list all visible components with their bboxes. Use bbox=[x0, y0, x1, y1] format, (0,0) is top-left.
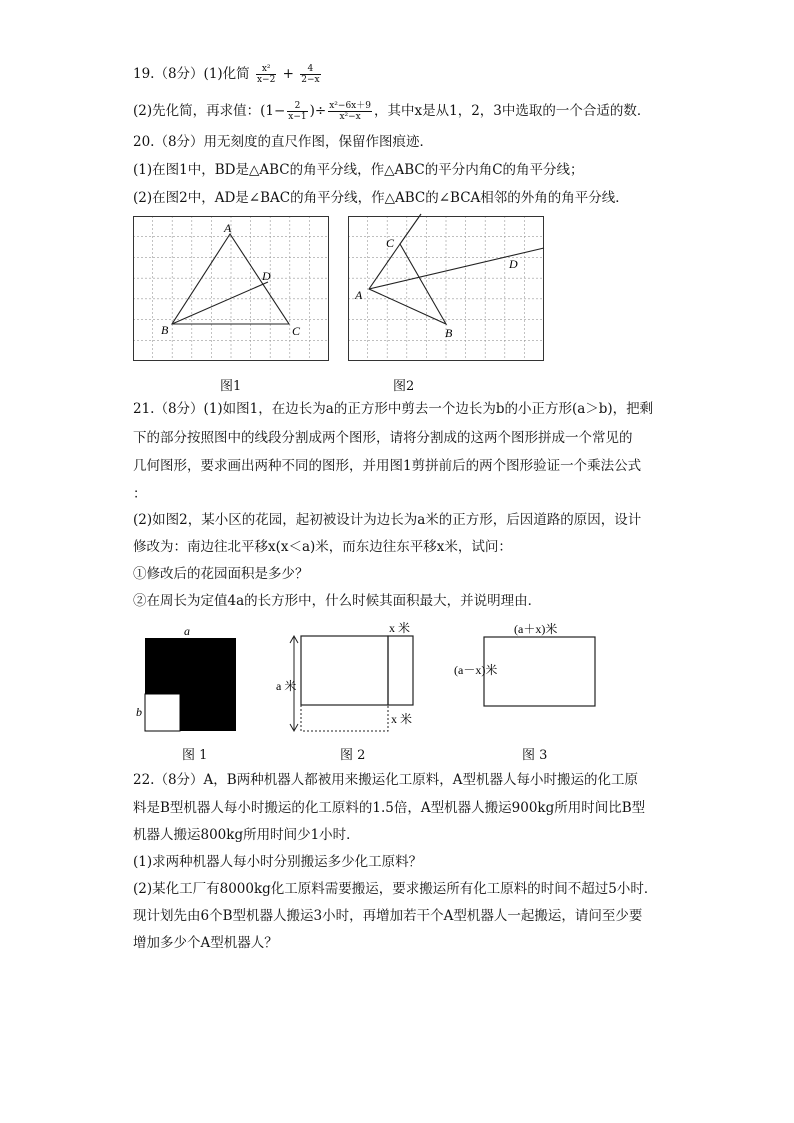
small-square bbox=[145, 694, 180, 731]
triangle-abc bbox=[172, 234, 289, 324]
q20-line1: 20.（8分）用无刻度的直尺作图，保留作图痕迹． bbox=[133, 134, 434, 150]
q22-line2: 料是B型机器人每小时搬运的化工原料的1.5倍，A型机器人搬运900kg所用时间比B型 bbox=[133, 800, 646, 816]
label-b: B bbox=[445, 326, 453, 340]
figure2-caption: 图2 bbox=[393, 379, 415, 394]
q21-figure1 bbox=[136, 624, 250, 736]
label-a-meter: a 米 bbox=[276, 679, 297, 693]
q19-line1: 19.（8分）(1)化简 $\frac{\text{x²}}{x-2}$ + $\frac{4}{2-x}$ bbox=[133, 64, 320, 85]
q21-line8: ②在周长为定值4a的长方形中，什么时候其面积最大，并说明理由． bbox=[133, 593, 542, 609]
triangle-abc bbox=[369, 244, 446, 324]
q22-line3: 机器人搬运800kg所用时间少1小时． bbox=[133, 827, 360, 843]
label-d: D bbox=[509, 257, 518, 271]
q21-line1: 21.（8分）(1)如图1，在边长为a的正方形中剪去一个边长为b的小正方形(a＞b)，把剩 bbox=[133, 401, 654, 417]
q21-line6: 修改为：南边往北平移x(x＜a)米，而东边往东平移x米，试问： bbox=[133, 539, 512, 555]
q22-line5: (2)某化工厂有8000kg化工原料需要搬运，要求搬运所有化工原料的时间不超过5小时． bbox=[133, 881, 658, 897]
label-a: a bbox=[184, 624, 190, 638]
fraction: $\frac{2}{x-1}$ bbox=[288, 101, 307, 122]
q21-line4: ： bbox=[133, 486, 147, 502]
q21-line5: (2)如图2，某小区的花园，起初被设计为边长为a米的正方形，后因道路的原因，设计 bbox=[133, 512, 642, 528]
q22-line6: 现计划先由6个B型机器人搬运3小时，再增加若干个A型机器人一起搬运，请问至少要 bbox=[133, 908, 643, 924]
q20-figure1 bbox=[133, 216, 329, 361]
q21-line3: 几何图形，要求画出两种不同的图形，并用图1剪拼前后的两个图形验证一个乘法公式 bbox=[133, 458, 642, 474]
label-c: C bbox=[292, 324, 301, 338]
q20-line2: (1)在图1中，BD是△ABC的角平分线，作△ABC的平分内角C的角平分线； bbox=[133, 162, 584, 178]
label-x-bottom: x 米 bbox=[391, 712, 413, 726]
label-a: A bbox=[224, 221, 232, 235]
label-x-top: x 米 bbox=[389, 621, 411, 635]
q22-line4: (1)求两种机器人每小时分别搬运多少化工原料？ bbox=[133, 854, 423, 870]
east-strip bbox=[388, 636, 413, 705]
label-a: A bbox=[355, 288, 363, 302]
fraction: $\frac{\text{x²−6x＋9}}{\text{x²−x}}$ bbox=[329, 101, 371, 122]
fraction: $\frac{4}{2-x}$ bbox=[301, 64, 320, 85]
label-d: D bbox=[262, 269, 271, 283]
grid bbox=[133, 216, 329, 361]
q22-line1: 22.（8分）A，B两种机器人都被用来搬运化工原料，A型机器人每小时搬运的化工原 bbox=[133, 772, 638, 788]
q20-line3: (2)在图2中，AD是∠BAC的角平分线，作△ABC的∠BCA相邻的外角的角平分线． bbox=[133, 190, 629, 206]
fraction: $\frac{\text{x²}}{x-2}$ bbox=[256, 64, 276, 85]
extension-line bbox=[400, 214, 421, 244]
q21-figure3-caption: 图 3 bbox=[522, 748, 548, 763]
q21-figure2-caption: 图 2 bbox=[340, 748, 366, 763]
rectangle bbox=[484, 637, 595, 706]
label-c: C bbox=[386, 236, 395, 250]
q19-line2: (2)先化简，再求值：(1− $\frac{2}{x-1}$ )÷ $\frac{\text{x²−6x＋9}}{\text{x²−x}}$ ，其中x是从1，2，3中选取的一个合适的数． bbox=[133, 101, 651, 122]
label-left: (a－x)米 bbox=[454, 663, 498, 677]
bisector-ad bbox=[369, 248, 544, 289]
q21-line7: ①修改后的花园面积是多少？ bbox=[133, 566, 309, 582]
label-b: B bbox=[161, 323, 169, 337]
q21-figure3 bbox=[448, 620, 608, 738]
q21-figure1-caption: 图 1 bbox=[182, 748, 208, 763]
label-top: (a＋x)米 bbox=[514, 622, 558, 636]
q22-line7: 增加多少个A型机器人？ bbox=[133, 935, 278, 951]
q20-figure2 bbox=[348, 216, 544, 361]
figure1-caption: 图1 bbox=[220, 379, 242, 394]
bisector-bd bbox=[172, 282, 268, 324]
q21-figure2 bbox=[272, 620, 432, 738]
label-b: b bbox=[136, 705, 142, 719]
original-boundary bbox=[301, 705, 388, 731]
q21-line2: 下的部分按照图中的线段分割成两个图形，请将分割成的这两个图形拼成一个常见的 bbox=[133, 430, 633, 446]
modified-garden bbox=[301, 636, 388, 705]
